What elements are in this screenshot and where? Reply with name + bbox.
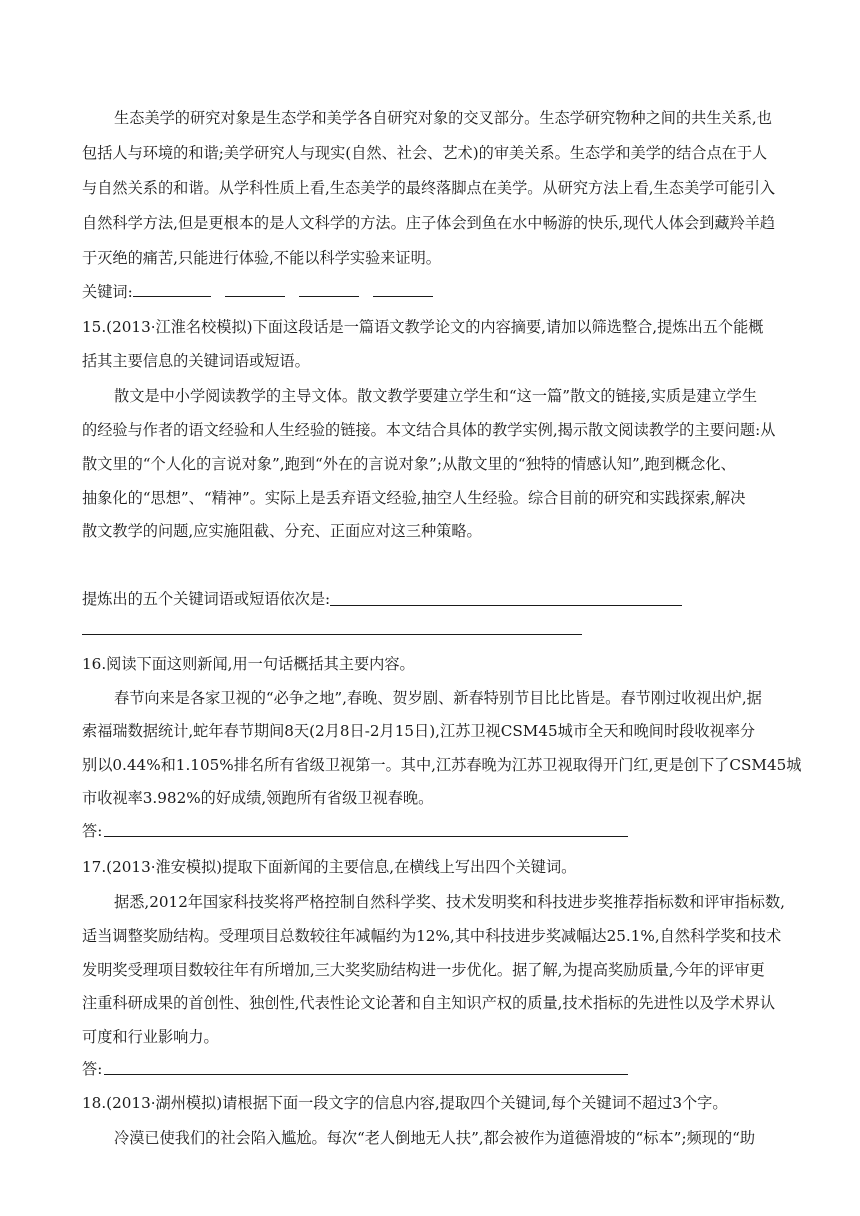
answer-blank[interactable] (373, 282, 433, 297)
keywords-answer-line (82, 282, 447, 302)
answer-blank[interactable] (299, 282, 359, 297)
question-15-cont: 括其主要信息的关键词语或短语。 (82, 352, 310, 370)
question-18: 18.(2013·湖州模拟)请根据下面一段文字的信息内容,提取四个关键词,每个关键词不超过3个字。 (82, 1094, 728, 1112)
passage-line: 索福瑞数据统计,蛇年春节期间8天(2月8日-2月15日),江苏卫视CSM45城市全天和晚间时段收视率分 (82, 722, 756, 740)
answer-line[interactable] (330, 605, 682, 606)
passage-line: 适当调整奖励结构。受理项目总数较往年减幅约为12%,其中科技进步奖减幅达25.1%,自然科学奖和技术 (82, 927, 782, 945)
keywords-label: 关键词: (82, 283, 133, 301)
passage-line: 别以0.44%和1.105%排名所有省级卫视第一。其中,江苏春晚为江苏卫视取得开门红,更是创下了CSM45城 (82, 756, 802, 774)
passage-line: 散文是中小学阅读教学的主导文体。散文教学要建立学生和“这一篇”散文的链接,实质是建立学生 (114, 387, 758, 405)
answer-label: 提炼出的五个关键词语或短语依次是: (82, 590, 331, 608)
passage-line: 于灭绝的痛苦,只能进行体验,不能以科学实验来证明。 (82, 249, 441, 267)
answer-label: 答: (82, 822, 103, 840)
answer-blank[interactable] (133, 282, 211, 297)
answer-line[interactable] (104, 836, 628, 837)
passage-line: 春节向来是各家卫视的“必争之地”,春晚、贺岁剧、新春特别节目比比皆是。春节刚过收视出炉,据 (114, 689, 762, 707)
passage-line: 可度和行业影响力。 (82, 1028, 219, 1046)
passage-line: 散文里的“个人化的言说对象”,跑到“外在的言说对象”;从散文里的“独特的情感认知”,跑到概念化、 (82, 455, 736, 473)
passage-line: 自然科学方法,但是更根本的是人文科学的方法。庄子体会到鱼在水中畅游的快乐,现代人体会到藏羚羊趋 (82, 214, 776, 232)
passage-line: 据悉,2012年国家科技奖将严格控制自然科学奖、技术发明奖和科技进步奖推荐指标数和评审指标数, (114, 893, 785, 911)
passage-line: 发明奖受理项目数较往年有所增加,三大奖奖励结构进一步优化。据了解,为提高奖励质量,今年的评审更 (82, 961, 765, 979)
question-15: 15.(2013·江淮名校模拟)下面这段话是一篇语文教学论文的内容摘要,请加以筛选整合,提炼出五个能概 (82, 318, 764, 336)
answer-blank[interactable] (225, 282, 285, 297)
passage-line: 散文教学的问题,应实施阻截、分充、正面应对这三种策略。 (82, 522, 482, 540)
answer-label: 答: (82, 1060, 103, 1078)
question-17: 17.(2013·淮安模拟)提取下面新闻的主要信息,在横线上写出四个关键词。 (82, 858, 577, 876)
passage-line: 与自然关系的和谐。从学科性质上看,生态美学的最终落脚点在美学。从研究方法上看,生态美学可能引入 (82, 179, 776, 197)
passage-line: 冷漠已使我们的社会陷入尴尬。每次“老人倒地无人扶”,都会被作为道德滑坡的“标本”;频现的“助 (114, 1129, 756, 1147)
passage-line: 的经验与作者的语文经验和人生经验的链接。本文结合具体的教学实例,揭示散文阅读教学的主要问题:从 (82, 421, 776, 439)
passage-line: 市收视率3.982%的好成绩,领跑所有省级卫视春晚。 (82, 789, 434, 807)
passage-line: 包括人与环境的和谐;美学研究人与现实(自然、社会、艺术)的审美关系。生态学和美学的结合点在于人 (82, 144, 768, 162)
answer-line[interactable] (82, 634, 582, 635)
passage-line: 注重科研成果的首创性、独创性,代表性论文论著和自主知识产权的质量,技术指标的先进性以及学术界认 (82, 994, 776, 1012)
answer-line[interactable] (104, 1074, 628, 1075)
passage-line: 生态美学的研究对象是生态学和美学各自研究对象的交叉部分。生态学研究物种之间的共生关系,也 (114, 109, 772, 127)
passage-line: 抽象化的“思想”、“精神”。实际上是丢弃语文经验,抽空人生经验。综合目前的研究和实践探索,解决 (82, 489, 746, 507)
question-16: 16.阅读下面这则新闻,用一句话概括其主要内容。 (82, 655, 415, 673)
